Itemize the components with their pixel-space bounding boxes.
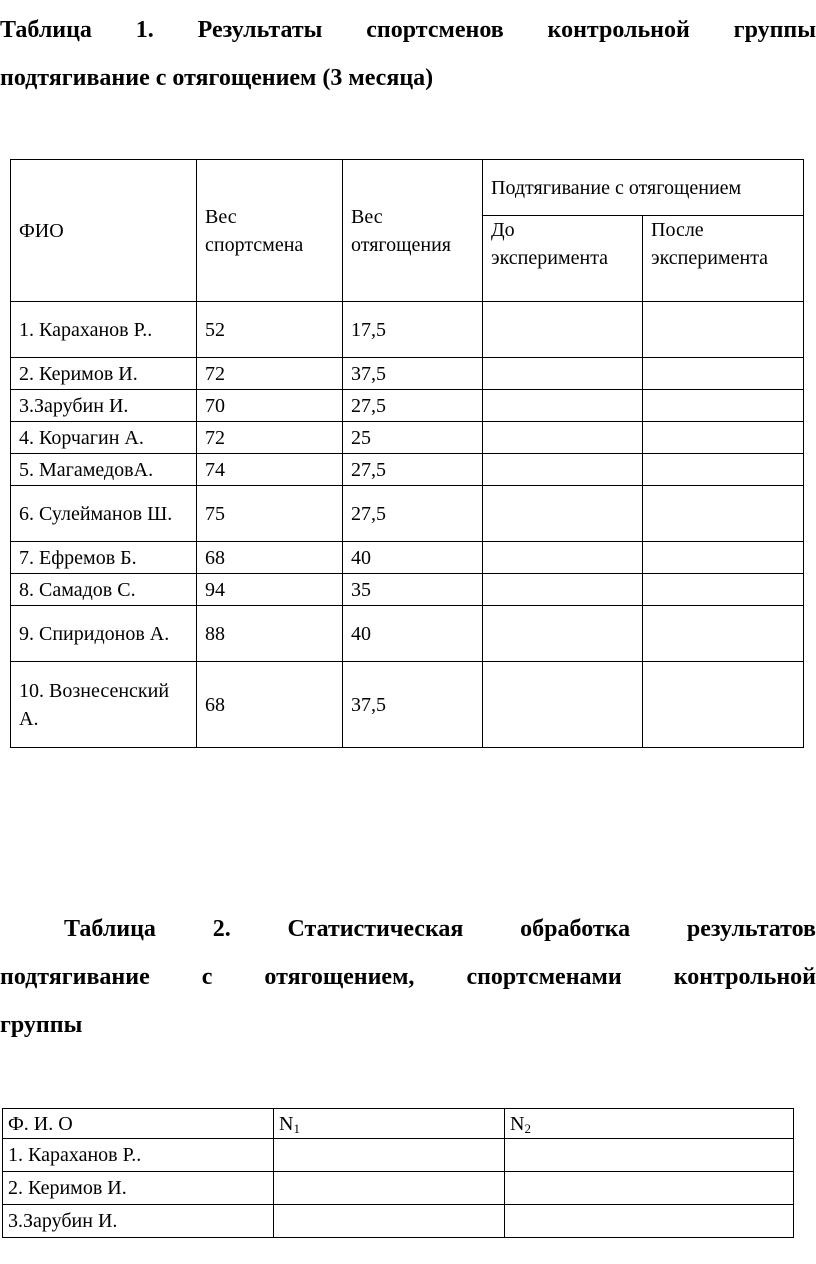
table-row xyxy=(11,486,804,542)
row-name: 10. Вознесенский А. xyxy=(11,662,197,748)
table2-title-line3: группы xyxy=(0,1012,83,1038)
header-after: После эксперимента xyxy=(643,216,804,302)
row-after xyxy=(643,390,804,422)
table-row xyxy=(11,574,804,606)
row-weight: 68 xyxy=(197,542,343,574)
row-n1 xyxy=(274,1139,505,1172)
n2-subscript: 2 xyxy=(524,1120,531,1136)
row-weight: 68 xyxy=(197,662,343,748)
row-name: 9. Спиридонов А. xyxy=(11,606,197,662)
table-row xyxy=(11,454,804,486)
n1-subscript: 1 xyxy=(293,1120,300,1136)
header-fio: ФИО xyxy=(11,160,197,302)
row-name: 3.Зарубин И. xyxy=(3,1205,274,1238)
row-before xyxy=(483,454,643,486)
table2-title-line2: подтягивание с отягощением, спортсменами контрольной xyxy=(0,964,816,990)
row-name: 1. Караханов Р.. xyxy=(11,302,197,358)
n2-symbol: N xyxy=(510,1112,525,1135)
table1-title-line2: подтягивание с отягощением (3 месяца) xyxy=(0,65,434,91)
table-row xyxy=(3,1172,794,1205)
row-weight: 52 xyxy=(197,302,343,358)
row-before xyxy=(483,302,643,358)
row-after xyxy=(643,454,804,486)
header-weight-load: Вес отягощения xyxy=(343,160,483,302)
row-after xyxy=(643,358,804,390)
header-pullups: Подтягивание с отягощением xyxy=(483,160,804,216)
header-fio: Ф. И. О xyxy=(3,1109,274,1139)
row-n2 xyxy=(505,1139,794,1172)
row-load: 40 xyxy=(343,542,483,574)
table-row xyxy=(11,390,804,422)
row-after xyxy=(643,422,804,454)
n1-symbol: N xyxy=(279,1112,294,1135)
statistics-table xyxy=(2,1108,794,1238)
row-after xyxy=(643,574,804,606)
table-row xyxy=(11,542,804,574)
row-name: 4. Корчагин А. xyxy=(11,422,197,454)
table2-title xyxy=(0,905,816,1049)
row-after xyxy=(643,606,804,662)
row-n1 xyxy=(274,1172,505,1205)
table-row xyxy=(11,302,804,358)
row-load: 40 xyxy=(343,606,483,662)
row-n2 xyxy=(505,1172,794,1205)
header-n2 xyxy=(505,1109,794,1139)
row-weight: 72 xyxy=(197,422,343,454)
row-load: 27,5 xyxy=(343,486,483,542)
table1-title xyxy=(0,6,816,102)
row-before xyxy=(483,574,643,606)
row-weight: 75 xyxy=(197,486,343,542)
row-name: 7. Ефремов Б. xyxy=(11,542,197,574)
row-before xyxy=(483,606,643,662)
row-load: 37,5 xyxy=(343,662,483,748)
table-row xyxy=(3,1139,794,1172)
row-name: 2. Керимов И. xyxy=(11,358,197,390)
row-name: 1. Караханов Р.. xyxy=(3,1139,274,1172)
row-load: 25 xyxy=(343,422,483,454)
row-before xyxy=(483,486,643,542)
row-n2 xyxy=(505,1205,794,1238)
table-row xyxy=(11,358,804,390)
row-before xyxy=(483,390,643,422)
row-load: 27,5 xyxy=(343,454,483,486)
header-before: До эксперимента xyxy=(483,216,643,302)
row-load: 37,5 xyxy=(343,358,483,390)
row-before xyxy=(483,662,643,748)
row-name: 6. Сулейманов Ш. xyxy=(11,486,197,542)
row-weight: 94 xyxy=(197,574,343,606)
table2-title-line1: Таблица 2. Статистическая обработка результатов xyxy=(64,916,816,942)
row-before xyxy=(483,542,643,574)
row-load: 35 xyxy=(343,574,483,606)
header-n1 xyxy=(274,1109,505,1139)
row-load: 27,5 xyxy=(343,390,483,422)
row-load: 17,5 xyxy=(343,302,483,358)
table-row xyxy=(3,1205,794,1238)
row-name: 3.Зарубин И. xyxy=(11,390,197,422)
row-before xyxy=(483,422,643,454)
row-weight: 70 xyxy=(197,390,343,422)
table-row xyxy=(11,422,804,454)
row-name: 5. МагамедовА. xyxy=(11,454,197,486)
row-weight: 74 xyxy=(197,454,343,486)
results-table xyxy=(10,159,804,748)
table1-title-line1: Таблица 1. Результаты спортсменов контрольной группы xyxy=(0,17,816,43)
row-name: 8. Самадов С. xyxy=(11,574,197,606)
table-row xyxy=(11,606,804,662)
row-after xyxy=(643,302,804,358)
row-before xyxy=(483,358,643,390)
row-n1 xyxy=(274,1205,505,1238)
row-name: 2. Керимов И. xyxy=(3,1172,274,1205)
header-weight-athlete: Вес спортсмена xyxy=(197,160,343,302)
row-after xyxy=(643,486,804,542)
table-row xyxy=(11,662,804,748)
row-weight: 72 xyxy=(197,358,343,390)
row-weight: 88 xyxy=(197,606,343,662)
row-after xyxy=(643,542,804,574)
row-after xyxy=(643,662,804,748)
